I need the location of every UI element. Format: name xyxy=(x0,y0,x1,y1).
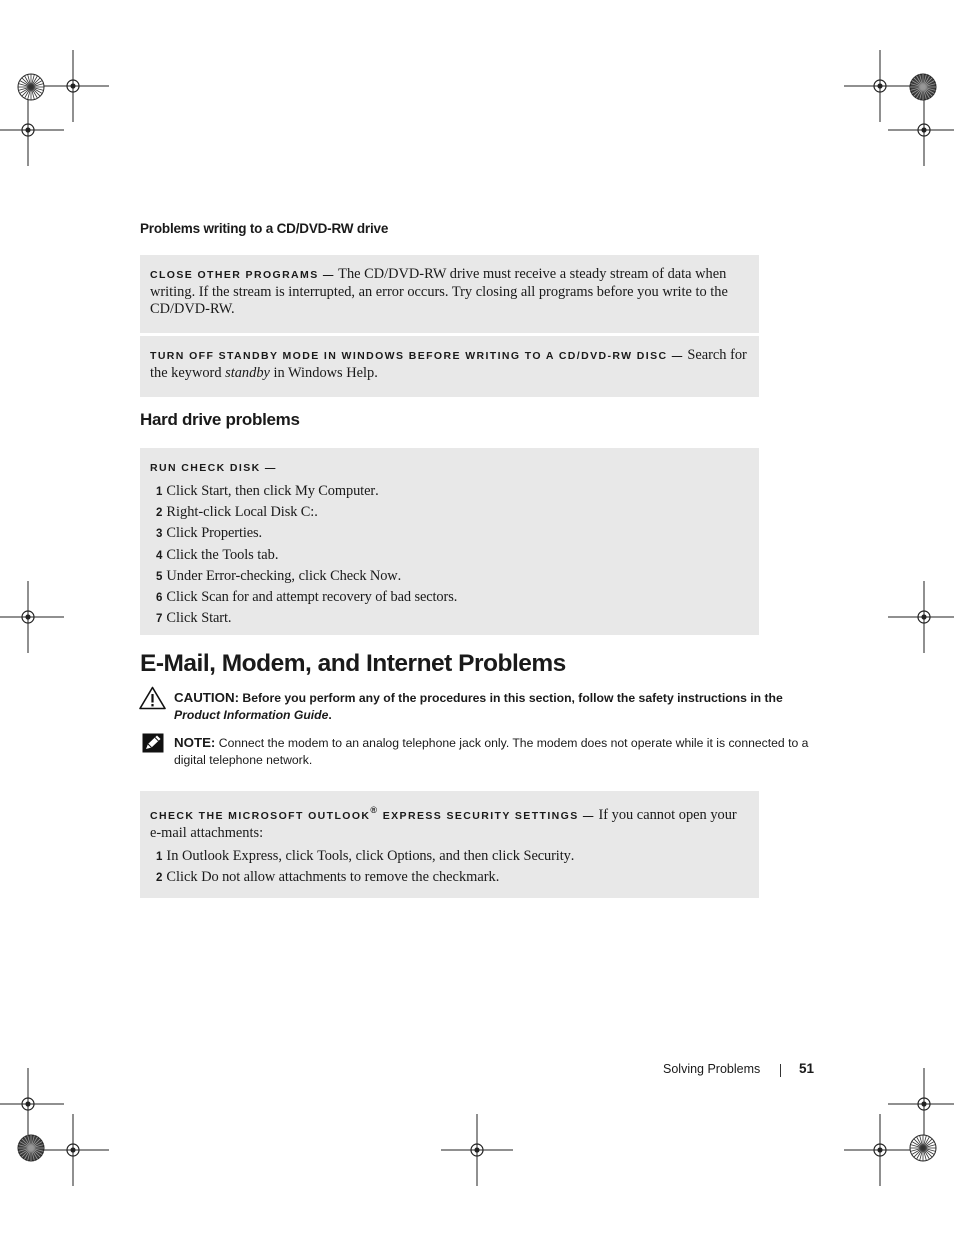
close-programs-lead: CLOSE OTHER PROGRAMS — xyxy=(150,269,335,281)
step-number: 6 xyxy=(156,592,163,605)
step-text: Click xyxy=(166,610,202,627)
standby-box xyxy=(140,336,759,397)
step-item xyxy=(156,481,749,502)
step-text: , click xyxy=(348,847,388,864)
step-text: . xyxy=(397,567,402,584)
caution-end: . xyxy=(328,708,332,722)
footer-divider xyxy=(780,1064,781,1077)
caution-icon xyxy=(139,686,166,715)
ui-label: Options xyxy=(387,847,433,864)
registered-mark: ® xyxy=(370,805,379,815)
step-item xyxy=(156,566,749,587)
step-text: Click xyxy=(166,525,202,542)
ui-label: Error-checking xyxy=(205,567,292,584)
standby-text-a: Search for the keyword xyxy=(150,347,747,381)
caution-guide-title: Product Information Guide xyxy=(174,708,329,722)
ui-label: Start xyxy=(201,483,228,499)
step-number: 2 xyxy=(156,872,163,884)
step-item xyxy=(156,502,749,523)
ui-label: My Computer xyxy=(295,483,376,499)
ui-label: Properties xyxy=(201,525,259,542)
close-programs-box xyxy=(140,255,759,333)
step-item xyxy=(156,587,749,608)
ui-label: Check Now xyxy=(330,567,398,584)
standby-keyword: standby xyxy=(225,365,270,381)
note-text: Connect the modem to an analog telephone jack only. The modem does not operate while it is connected to a digital telephone network. xyxy=(174,736,809,767)
footer-section-title: Solving Problems xyxy=(663,1062,761,1076)
ui-label: Tools xyxy=(317,847,349,864)
step-text: , and then click xyxy=(432,847,524,864)
check-disk-box xyxy=(140,448,759,635)
step-number: 5 xyxy=(156,570,163,583)
outlook-security-box xyxy=(140,791,759,898)
step-text: , click xyxy=(291,567,331,584)
step-item xyxy=(156,846,749,867)
outlook-lead-b: EXPRESS SECURITY SETTINGS — xyxy=(378,809,595,822)
step-item xyxy=(156,867,749,888)
step-text: Right-click xyxy=(166,504,235,521)
ui-label: Local Disk C: xyxy=(234,504,315,521)
note-pencil-icon xyxy=(142,733,164,758)
caution-tag: CAUTION: xyxy=(174,690,239,705)
step-text: Under xyxy=(166,567,206,584)
close-programs-text: The CD/DVD-RW drive must receive a steady stream of data when writing. If the stream is interrupted, an error occurs. Try closing all programs before you write to the CD/DVD-RW. xyxy=(150,266,728,317)
page-number: 51 xyxy=(799,1061,815,1076)
step-number: 7 xyxy=(156,613,163,626)
note-notice xyxy=(174,734,818,769)
step-text: Click the xyxy=(166,546,223,563)
ui-label: Security xyxy=(523,847,571,864)
step-text: . xyxy=(453,589,458,606)
check-disk-lead: RUN CHECK DISK — xyxy=(150,462,277,474)
note-tag: NOTE: xyxy=(174,735,216,750)
step-number: 4 xyxy=(156,549,163,562)
step-text: . xyxy=(258,525,263,542)
step-item xyxy=(156,545,749,566)
outlook-steps xyxy=(156,846,749,888)
step-number: 2 xyxy=(156,507,163,520)
caution-notice xyxy=(174,689,818,724)
standby-text-b: in Windows Help. xyxy=(269,365,378,381)
ui-label: Tools xyxy=(222,546,254,563)
step-number: 1 xyxy=(156,850,163,863)
step-text: to remove the checkmark. xyxy=(346,869,500,885)
email-modem-heading: E-Mail, Modem, and Internet Problems xyxy=(140,650,566,677)
cd-dvd-heading: Problems writing to a CD/DVD-RW drive xyxy=(140,221,389,236)
ui-label: Start xyxy=(201,610,228,627)
step-text: Click xyxy=(166,589,202,606)
step-number: 3 xyxy=(156,528,163,541)
step-text: In Outlook Express, click xyxy=(166,847,318,864)
step-item xyxy=(156,608,749,629)
check-disk-steps xyxy=(156,481,749,629)
caution-text: Before you perform any of the procedures in this section, follow the safety instructions in the xyxy=(242,691,783,705)
step-text: Click xyxy=(166,483,202,499)
outlook-text: If you cannot open your e-mail attachments: xyxy=(150,806,737,841)
outlook-lead-a: CHECK THE MICROSOFT OUTLOOK xyxy=(150,809,371,822)
step-text: , then click xyxy=(227,483,296,499)
step-item xyxy=(156,523,749,544)
standby-lead: TURN OFF STANDBY MODE IN WINDOWS BEFORE WRITING TO A CD/DVD-RW DISC — xyxy=(150,350,684,362)
ui-label: Scan for and attempt recovery of bad sectors xyxy=(201,589,454,606)
step-text: Click xyxy=(166,869,202,885)
step-text: . xyxy=(570,847,575,864)
step-number: 1 xyxy=(156,486,163,498)
ui-label: Do not allow attachments xyxy=(201,869,347,885)
step-text: . xyxy=(227,610,232,627)
step-text: . xyxy=(375,483,379,499)
step-text: . xyxy=(314,504,318,521)
hard-drive-heading: Hard drive problems xyxy=(140,410,300,429)
step-text: tab. xyxy=(253,546,279,563)
